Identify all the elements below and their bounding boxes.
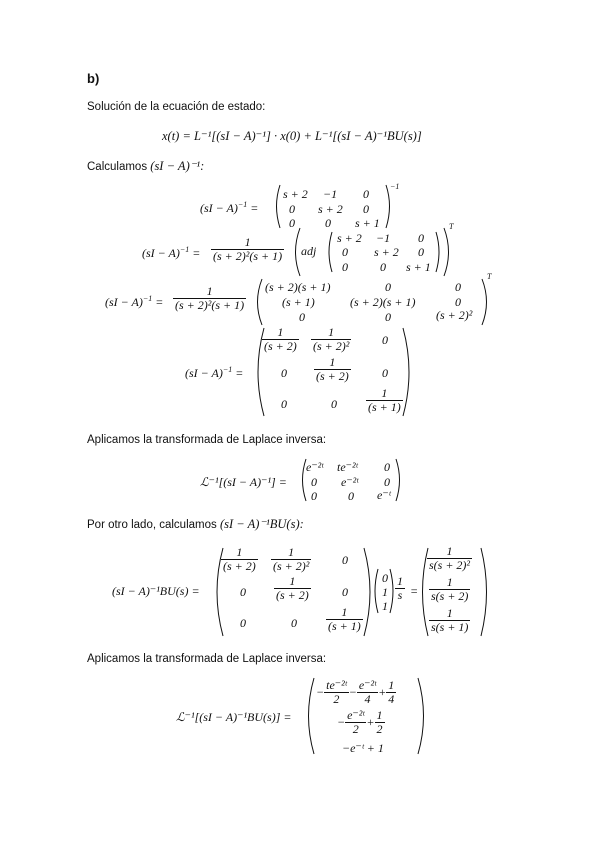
eq5-lhs: (sI − A)$^{-1}$ = xyxy=(185,365,244,380)
eq3-lhs: (sI − A)$^{-1}$ = xyxy=(142,245,201,260)
eq7-cell-frac: $\frac{1}{\text{(s + 2)²}}$ xyxy=(273,545,310,574)
m3-cell: 0 xyxy=(331,397,337,411)
m3-cell-frac: $\frac{1}{(s + 2)}$ xyxy=(264,325,297,354)
m4-cell: 0 xyxy=(348,489,354,503)
m4-cell: e⁻²ᵗ xyxy=(306,460,324,474)
eq7-cell: 0 xyxy=(342,585,348,599)
m1-cell: s + 2 xyxy=(283,187,308,201)
eq7-cell-frac: $\frac{1}{(s + 2)}$ xyxy=(223,545,256,574)
adj-operator: adj xyxy=(301,244,317,258)
eq7-cell: 0 xyxy=(291,616,297,630)
m2-cell: (s + 1) xyxy=(282,295,315,309)
m4-cell: 0 xyxy=(311,489,317,503)
adj-cell: s + 2 xyxy=(374,245,399,259)
m4-cell: 0 xyxy=(384,475,390,489)
adj-cell: 0 xyxy=(342,260,348,274)
eq4-fraction: $\frac{1}{\text{(s + 2)²(s + 1)}}$ xyxy=(175,284,245,313)
adj-cell: −1 xyxy=(376,231,391,245)
eq2-lhs: (sI − A)$^{-1}$ = xyxy=(200,200,259,215)
section-heading: b) xyxy=(87,71,100,86)
m2-cell: (s + 2)(s + 1) xyxy=(265,280,331,294)
m4-cell: 0 xyxy=(384,460,390,474)
final-row-3: −e⁻ᵗ + 1 xyxy=(342,741,384,755)
one-over-s: $\frac{1}{s}$ xyxy=(397,574,403,603)
m1-cell: 0 xyxy=(363,202,369,216)
eq7-cell-frac: $\frac{1}{(s + 2)}$ xyxy=(276,574,309,603)
m3-cell: 0 xyxy=(382,333,388,347)
state-equation-solution: x(t) = L⁻¹[(sI − A)⁻¹] · x(0) + L⁻¹[(sI − A)⁻¹BU(s)] xyxy=(162,129,422,143)
m2-cell: (s + 2)² xyxy=(436,308,473,322)
m4-cell: 0 xyxy=(311,475,317,489)
paragraph-other-side-text: Por otro lado, calculamos xyxy=(87,519,217,531)
m1-cell: 0 xyxy=(363,187,369,201)
paragraph-other-side-math: (sI − A)⁻¹BU(s): xyxy=(219,517,304,531)
m2-cell: 0 xyxy=(385,280,391,294)
m2-cell: 0 xyxy=(299,310,305,324)
m4-cell: e⁻ᵗ xyxy=(377,488,391,502)
m1-cell: 0 xyxy=(289,202,295,216)
adj-cell: s + 2 xyxy=(337,231,362,245)
m2-cell: 0 xyxy=(455,295,461,309)
m1-cell: 0 xyxy=(325,216,331,230)
m3-cell: 0 xyxy=(382,366,388,380)
m4-cell: e⁻²ᵗ xyxy=(341,475,359,489)
adj-cell: 0 xyxy=(342,245,348,259)
eq3-fraction: $\frac{1}{\text{(s + 2)²(s + 1)}}$ xyxy=(213,235,283,264)
eq3-transpose: T xyxy=(449,222,454,231)
m2-cell: (s + 2)(s + 1) xyxy=(350,295,416,309)
m1-cell: −1 xyxy=(323,187,338,201)
b-vector-cell: 0 xyxy=(382,571,388,585)
m3-cell-frac: $\frac{1}{(s + 1)}$ xyxy=(368,386,401,415)
m3-cell-frac: $\frac{1}{(s + 2)}$ xyxy=(316,355,349,384)
adj-cell: s + 1 xyxy=(406,260,431,274)
m1-cell: s + 2 xyxy=(318,202,343,216)
paragraph-solution: Solución de la ecuación de estado: xyxy=(87,101,266,113)
m3-cell: 0 xyxy=(281,397,287,411)
final-row-2: − $\frac{\text{e⁻²ᵗ}}{2}$ + $\frac{1}{2}$ xyxy=(337,708,383,737)
m3-cell-frac: $\frac{1}{\text{(s + 2)²}}$ xyxy=(313,325,350,354)
eq7-cell: 0 xyxy=(342,553,348,567)
adj-cell: 0 xyxy=(380,260,386,274)
paragraph-calc-math: (sI − A)⁻¹: xyxy=(150,159,205,173)
m1-cell: 0 xyxy=(289,216,295,230)
paragraph-calc-text: Calculamos xyxy=(87,161,148,173)
eq2-inverse-exp: −1 xyxy=(390,182,400,191)
m4-cell: te⁻²ᵗ xyxy=(337,460,358,474)
eq6-lhs: ℒ⁻¹[(sI − A)⁻¹] = xyxy=(200,475,287,489)
paragraph-laplace-2: Aplicamos la transformada de Laplace inversa: xyxy=(87,653,327,665)
final-row-1: − $\frac{\text{te⁻²ᵗ}}{2}$ − $\frac{\text{e⁻²ᵗ}}{4}$ + $\frac{1}{4}$ xyxy=(316,678,395,707)
paragraph-other-side xyxy=(87,516,304,532)
eq7-lhs: (sI − A)⁻¹BU(s) = xyxy=(112,584,200,598)
eq8-lhs: ℒ⁻¹[(sI − A)⁻¹BU(s)] = xyxy=(176,710,292,724)
m2-cell: 0 xyxy=(385,310,391,324)
b-vector-cell: 1 xyxy=(382,585,388,599)
eq7-cell: 0 xyxy=(240,616,246,630)
paragraph-laplace-1: Aplicamos la transformada de Laplace inversa: xyxy=(87,434,327,446)
eq4-lhs: (sI − A)$^{-1}$ = xyxy=(105,294,164,309)
adj-cell: 0 xyxy=(418,231,424,245)
result-vector-cell: $\frac{1}{s(s + 2)}$ xyxy=(431,575,469,604)
result-vector-cell: $\frac{1}{\text{s(s + 2)²}}$ xyxy=(429,544,471,573)
m2-cell: 0 xyxy=(455,280,461,294)
paragraph-calc xyxy=(87,158,204,174)
eq7-equals: = xyxy=(410,584,419,598)
m1-cell: s + 1 xyxy=(355,216,380,230)
eq4-transpose: T xyxy=(487,272,492,281)
result-vector-cell: $\frac{1}{s(s + 1)}$ xyxy=(431,606,469,635)
m3-cell: 0 xyxy=(281,366,287,380)
eq7-cell-frac: $\frac{1}{(s + 1)}$ xyxy=(328,605,361,634)
adj-cell: 0 xyxy=(418,245,424,259)
b-vector-cell: 1 xyxy=(382,599,388,613)
eq7-cell: 0 xyxy=(240,585,246,599)
